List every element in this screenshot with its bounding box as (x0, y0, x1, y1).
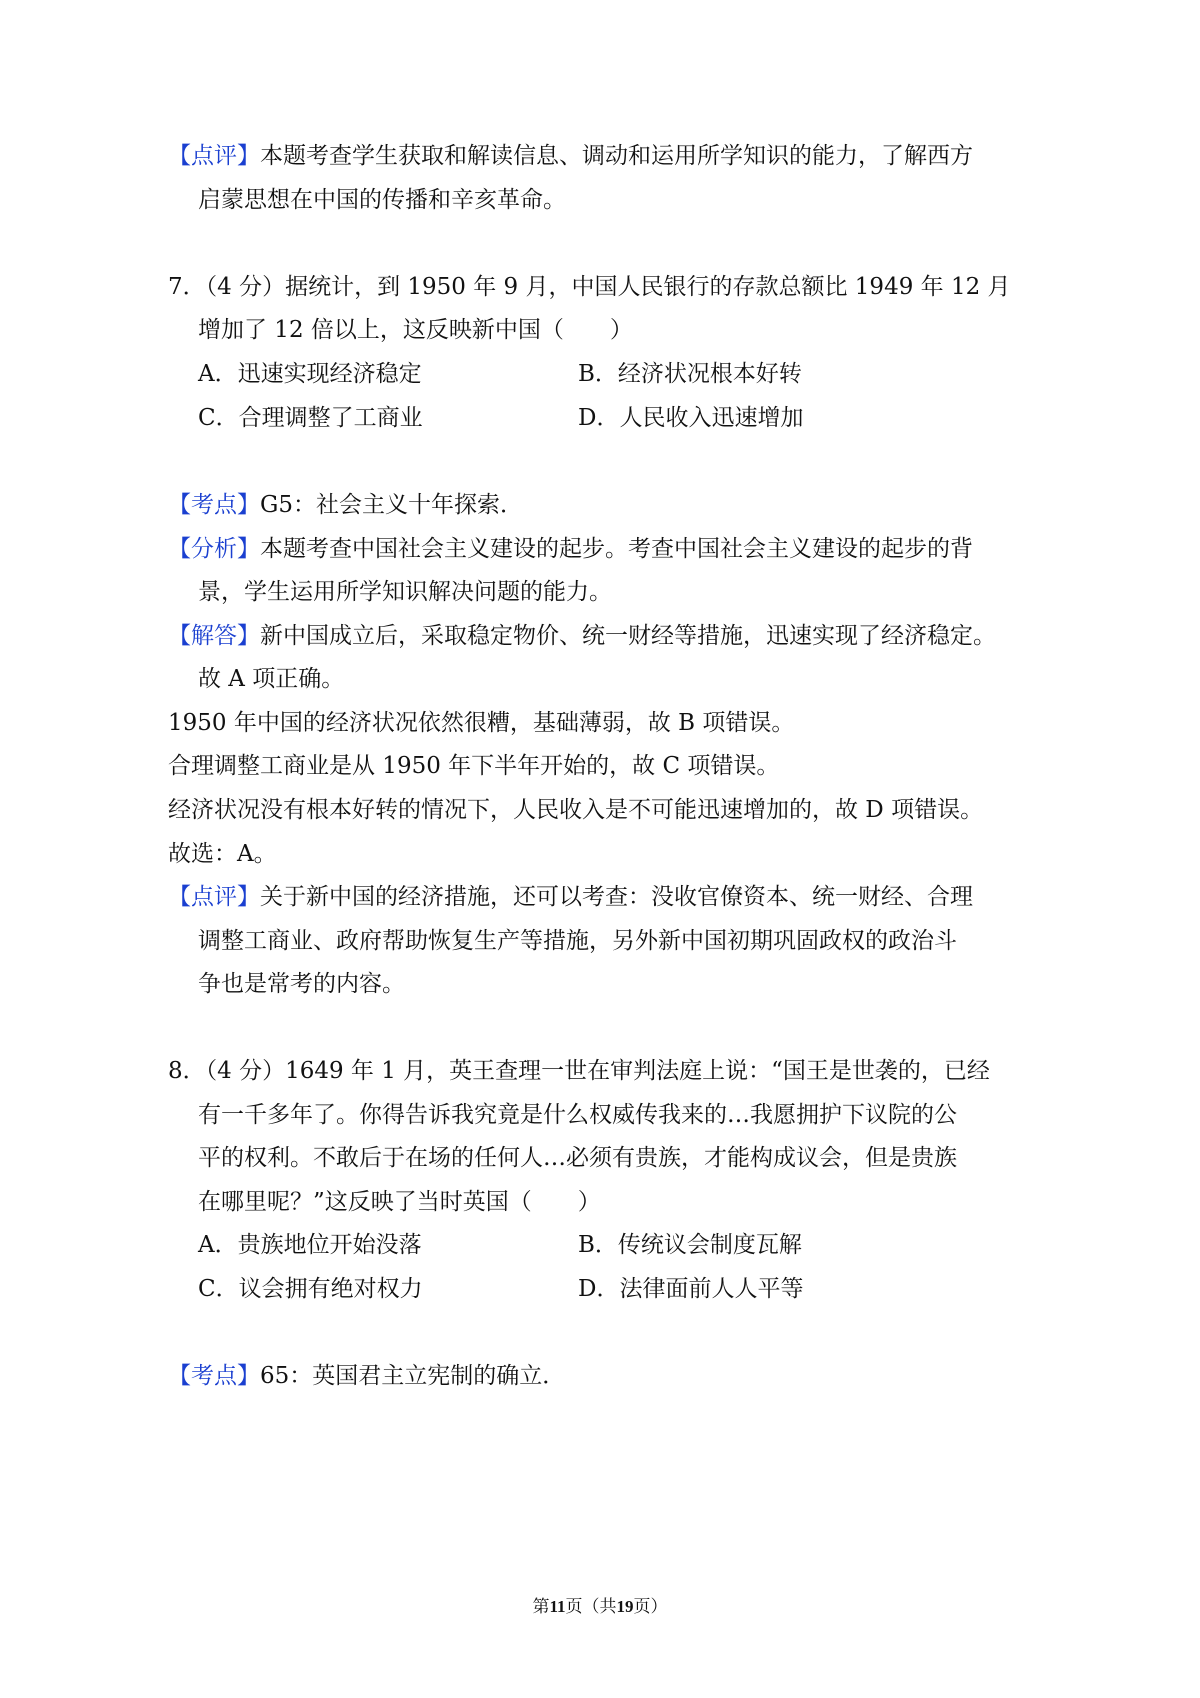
footer-middle: 页（共 (565, 1597, 617, 1617)
question-8-option-d: D．法律面前人人平等 (578, 1276, 804, 1302)
footer-prefix: 第 (532, 1597, 550, 1617)
question-8-option-c: C．议会拥有绝对权力 (198, 1276, 423, 1302)
question-7-jieda-1 (168, 621, 996, 651)
jieda-tag: 【解答】 (168, 623, 260, 649)
question-7-jieda-3: 1950 年中国的经济状况依然很糟，基础薄弱，故 B 项错误。 (168, 710, 795, 736)
question-7-dianping-2: 调整工商业、政府帮助恢复生产等措施，另外新中国初期巩固政权的政治斗 (198, 928, 957, 954)
footer-suffix: 页） (633, 1597, 668, 1617)
question-7-option-c: C．合理调整了工商业 (198, 405, 423, 431)
question-7-fenxi-1 (168, 534, 973, 564)
question-8-stem-3: 平的权利。不敢后于在场的任何人…必须有贵族，才能构成议会，但是贵族 (198, 1145, 957, 1171)
question-7-fenxi-2: 景，学生运用所学知识解决问题的能力。 (198, 579, 612, 605)
comment-line-1 (168, 141, 973, 171)
question-7-stem-2: 增加了 12 倍以上，这反映新中国（ ） (198, 317, 633, 343)
question-7-option-d: D．人民收入迅速增加 (578, 405, 804, 431)
comment-line-2: 启蒙思想在中国的传播和辛亥革命。 (198, 187, 566, 213)
kaodian-text: G5：社会主义十年探索． (260, 492, 524, 518)
page-number: 11 (549, 1597, 566, 1616)
question-7-option-a: A．迅速实现经济稳定 (198, 361, 422, 387)
question-8-stem-4: 在哪里呢？”这反映了当时英国（ ） (198, 1189, 601, 1215)
kaodian-tag: 【考点】 (168, 1363, 260, 1389)
question-7-stem-1: 7．（4 分）据统计，到 1950 年 9 月，中国人民银行的存款总额比 1949 年 12 月 (168, 274, 1011, 300)
fenxi-tag: 【分析】 (168, 536, 260, 562)
question-8-kaodian (168, 1361, 565, 1391)
question-8-option-a: A．贵族地位开始没落 (198, 1232, 422, 1258)
question-8-stem-1: 8．（4 分）1649 年 1 月，英王查理一世在审判法庭上说：“国王是世袭的，已经 (168, 1058, 990, 1084)
question-7-option-b: B．经济状况根本好转 (578, 361, 802, 387)
question-8-stem-2: 有一千多年了。你得告诉我究竟是什么权威传我来的…我愿拥护下议院的公 (198, 1102, 957, 1128)
dianping-tag: 【点评】 (168, 884, 260, 910)
question-7-dianping-3: 争也是常考的内容。 (198, 971, 405, 997)
question-7-kaodian (168, 490, 523, 520)
kaodian-tag: 【考点】 (168, 492, 260, 518)
page-total: 19 (616, 1597, 634, 1616)
question-7-jieda-6: 故选：A。 (168, 841, 277, 867)
dianping-text: 关于新中国的经济措施，还可以考查：没收官僚资本、统一财经、合理 (260, 884, 973, 910)
question-7-dianping-1 (168, 882, 973, 912)
question-8-option-b: B．传统议会制度瓦解 (578, 1232, 802, 1258)
comment-text: 本题考查学生获取和解读信息、调动和运用所学知识的能力，了解西方 (260, 143, 973, 169)
question-7-jieda-2: 故 A 项正确。 (198, 666, 345, 692)
comment-tag: 【点评】 (168, 143, 260, 169)
question-7-jieda-4: 合理调整工商业是从 1950 年下半年开始的，故 C 项错误。 (168, 753, 780, 779)
page-footer (0, 1596, 1200, 1618)
fenxi-text: 本题考查中国社会主义建设的起步。考查中国社会主义建设的起步的背 (260, 536, 973, 562)
kaodian-text: 65：英国君主立宪制的确立． (260, 1363, 566, 1389)
jieda-text: 新中国成立后，采取稳定物价、统一财经等措施，迅速实现了经济稳定。 (260, 623, 996, 649)
question-7-jieda-5: 经济状况没有根本好转的情况下，人民收入是不可能迅速增加的，故 D 项错误。 (168, 797, 984, 823)
